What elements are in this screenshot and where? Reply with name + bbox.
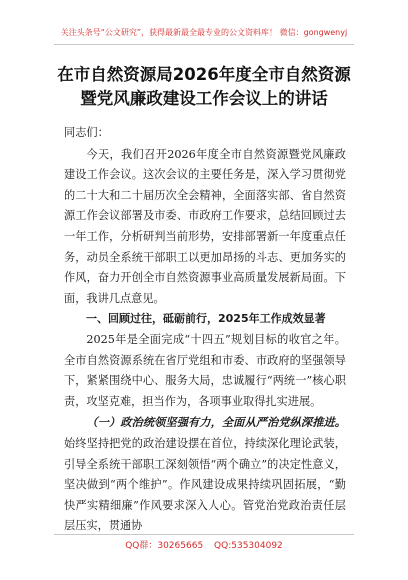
footer-qq-number: QQ:535304092	[214, 541, 283, 551]
footer-divider	[54, 534, 354, 535]
salutation: 同志们：	[64, 126, 109, 139]
header-divider	[54, 44, 354, 45]
document-body	[64, 123, 346, 537]
paragraph-sub-1-text: 始终坚持把党的政治建设摆在首位，持续深化理论武装，引导全系统干部职工深刻领悟“两个确立”的决定性意义，坚决做到“两个维护”。作风建设成果持续巩固拓展，“勤快严实精细廉”作风要求深入人心。管党治党政治责任层层压实，贯通协	[64, 436, 346, 533]
header-promo-text: 关注头条号“公文研究”，获得最新最全最专业的公文资料库！ 微信：gongwenyj	[60, 28, 348, 37]
paragraph-intro: 今天，我们召开2026年度全市自然资源暨党风廉政建设工作会议。这次会议的主要任务是，深入学习贯彻党的二十大和二十届历次全会精神，全面落实部、省自然资源工作会议部署及市委、市政府工作要求，总结回顾过去一年工作，分析研判当前形势，安排部署新一年度重点任务，动员全系统干部职工以更加昂扬的斗志、更加务实的作风，奋力开创全市自然资源事业高质量发展新局面。下面，我讲几点意见。	[64, 147, 346, 305]
sub-heading-1: （一）政治统领坚强有力，全面从严治党纵深推进。	[86, 415, 346, 430]
footer-qq-group: QQ群：30265665	[125, 541, 204, 551]
title-line-1: 在市自然资源局2026年度全市自然资源	[57, 65, 351, 84]
paragraph-sub-1	[64, 412, 346, 537]
footer-contact	[0, 538, 408, 551]
paragraph-review: 2025年是全面完成“十四五”规划目标的收官之年。全市自然资源系统在省厅党组和市委、市政府的坚强领导下，紧紧围绕中心、服务大局，忠诚履行“两统一”核心职责，攻坚克难，担当作为，各项事业取得扎实进展。	[64, 332, 346, 408]
section-heading-1: 一、回顾过往，砥砺前行，2025年工作成效显著	[86, 312, 326, 326]
document-title	[0, 63, 408, 111]
title-line-2: 暨党风廉政建设工作会议上的讲话	[80, 89, 328, 108]
